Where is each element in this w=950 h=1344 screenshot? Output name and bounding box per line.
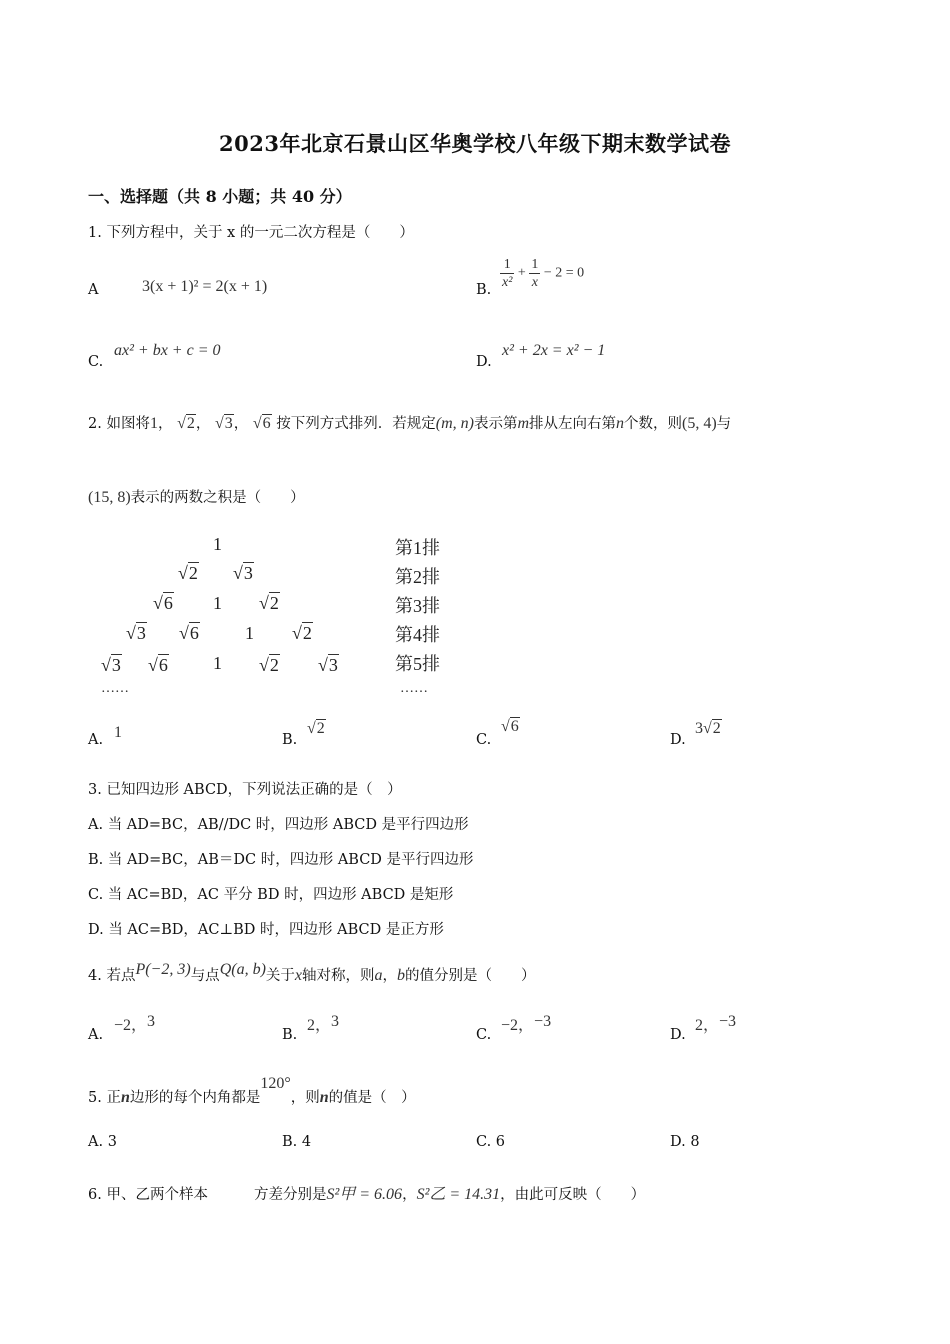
- row4-item3: 1: [245, 623, 254, 643]
- q3-option-d: D. 当 AC=BD，AC⊥BD 时，四边形 ABCD 是正方形: [88, 922, 444, 938]
- row2-item2: √3: [233, 563, 253, 583]
- row-label-dots: ……: [400, 681, 428, 696]
- row5-item2: √6: [148, 655, 168, 675]
- row5-item5: √3: [318, 655, 338, 675]
- q4-option-a-values: −2，3: [114, 1013, 156, 1034]
- q2-option-b-value: √2: [307, 720, 325, 737]
- q2-option-c-value: √6: [501, 718, 519, 735]
- section-heading: 一、选择题（共 8 小题；共 40 分）: [88, 187, 352, 206]
- q1-option-b-label: B.: [476, 282, 492, 298]
- triangle-continuation-dots: ……: [101, 681, 129, 696]
- q4-option-c-label: C.: [476, 1027, 492, 1043]
- row3-item1: √6: [153, 593, 173, 613]
- q1-option-b-expr: $\frac{1}{\text{x²}}$ + $\frac{1}{x}$ − 2 = 0: [502, 257, 585, 290]
- q1-option-c-label: C.: [88, 354, 104, 370]
- row5-item4: √2: [259, 655, 279, 675]
- row4-item4: √2: [292, 623, 312, 643]
- q4-option-a-label: A.: [88, 1027, 104, 1043]
- q4-option-b-label: B.: [282, 1027, 298, 1043]
- q5-option-a: A. 3: [88, 1134, 117, 1150]
- row-label-3: 第3排: [395, 596, 440, 616]
- page-title: 2023年北京石景山区华奥学校八年级下期末数学试卷: [219, 131, 731, 156]
- q2-option-b-label: B.: [282, 732, 298, 748]
- q2-option-a-value: 1: [114, 724, 122, 741]
- q5-option-b: B. 4: [282, 1134, 312, 1150]
- q1-option-a-label: A: [88, 282, 99, 298]
- row3-item2: 1: [213, 593, 222, 613]
- q5-option-d: D. 8: [670, 1134, 700, 1150]
- row5-item3: 1: [213, 653, 222, 673]
- q2-option-a-label: A.: [88, 732, 104, 748]
- row4-item2: √6: [179, 623, 199, 643]
- row5-item1: √3: [101, 655, 121, 675]
- q1-option-c-expr: ax² + bx + c = 0: [114, 342, 221, 359]
- q4-option-d-values: 2，−3: [695, 1013, 737, 1034]
- q3-option-c: C. 当 AC=BD，AC 平分 BD 时，四边形 ABCD 是矩形: [88, 887, 454, 903]
- question-6-stem: 6. 甲、乙两个样本 方差分别是S²甲 = 6.06，S²乙 = 14.31，由此可反映（ ）: [88, 1186, 646, 1203]
- q1-option-d-label: D.: [476, 354, 492, 370]
- q2-option-c-label: C.: [476, 732, 492, 748]
- q1-option-d-expr: x² + 2x = x² − 1: [502, 342, 606, 359]
- q3-option-b: B. 当 AD=BC，AB＝DC 时，四边形 ABCD 是平行四边形: [88, 852, 474, 868]
- q1-option-a-expr: 3(x + 1)² = 2(x + 1): [142, 278, 268, 295]
- q2-option-d-value: 3√2: [695, 720, 721, 737]
- q4-option-b-values: 2，3: [307, 1013, 340, 1034]
- row-label-2: 第2排: [395, 567, 440, 587]
- q4-option-c-values: −2，−3: [501, 1013, 552, 1034]
- q2-option-d-label: D.: [670, 732, 686, 748]
- question-1-stem: 1. 下列方程中，关于 x 的一元二次方程是（ ）: [88, 225, 414, 241]
- question-4-stem: 4. 若点P(−2, 3)与点Q(a, b)关于x轴对称，则a，b的值分别是（ ）: [88, 961, 536, 984]
- question-2-line2: (15, 8)表示的两数之积是（ ）: [88, 489, 305, 506]
- row3-item3: √2: [259, 593, 279, 613]
- question-2-line1: 2. 如图将1， √2， √3， √6 按下列方式排列．若规定(m, n)表示第m排从左向右第n个数，则(5, 4)与: [88, 415, 732, 432]
- q5-option-c: C. 6: [476, 1134, 506, 1150]
- question-5-stem: 5. 正n边形的每个内角都是120°，则n的值是（ ）: [88, 1075, 416, 1106]
- row2-item1: √2: [178, 563, 198, 583]
- row-label-5: 第5排: [395, 654, 440, 674]
- row1-item1: 1: [213, 534, 222, 554]
- row4-item1: √3: [126, 623, 146, 643]
- question-3-stem: 3. 已知四边形 ABCD，下列说法正确的是（ ）: [88, 782, 402, 798]
- q3-option-a: A. 当 AD=BC，AB//DC 时，四边形 ABCD 是平行四边形: [88, 817, 469, 833]
- row-label-4: 第4排: [395, 625, 440, 645]
- q4-option-d-label: D.: [670, 1027, 686, 1043]
- row-label-1: 第1排: [395, 538, 440, 558]
